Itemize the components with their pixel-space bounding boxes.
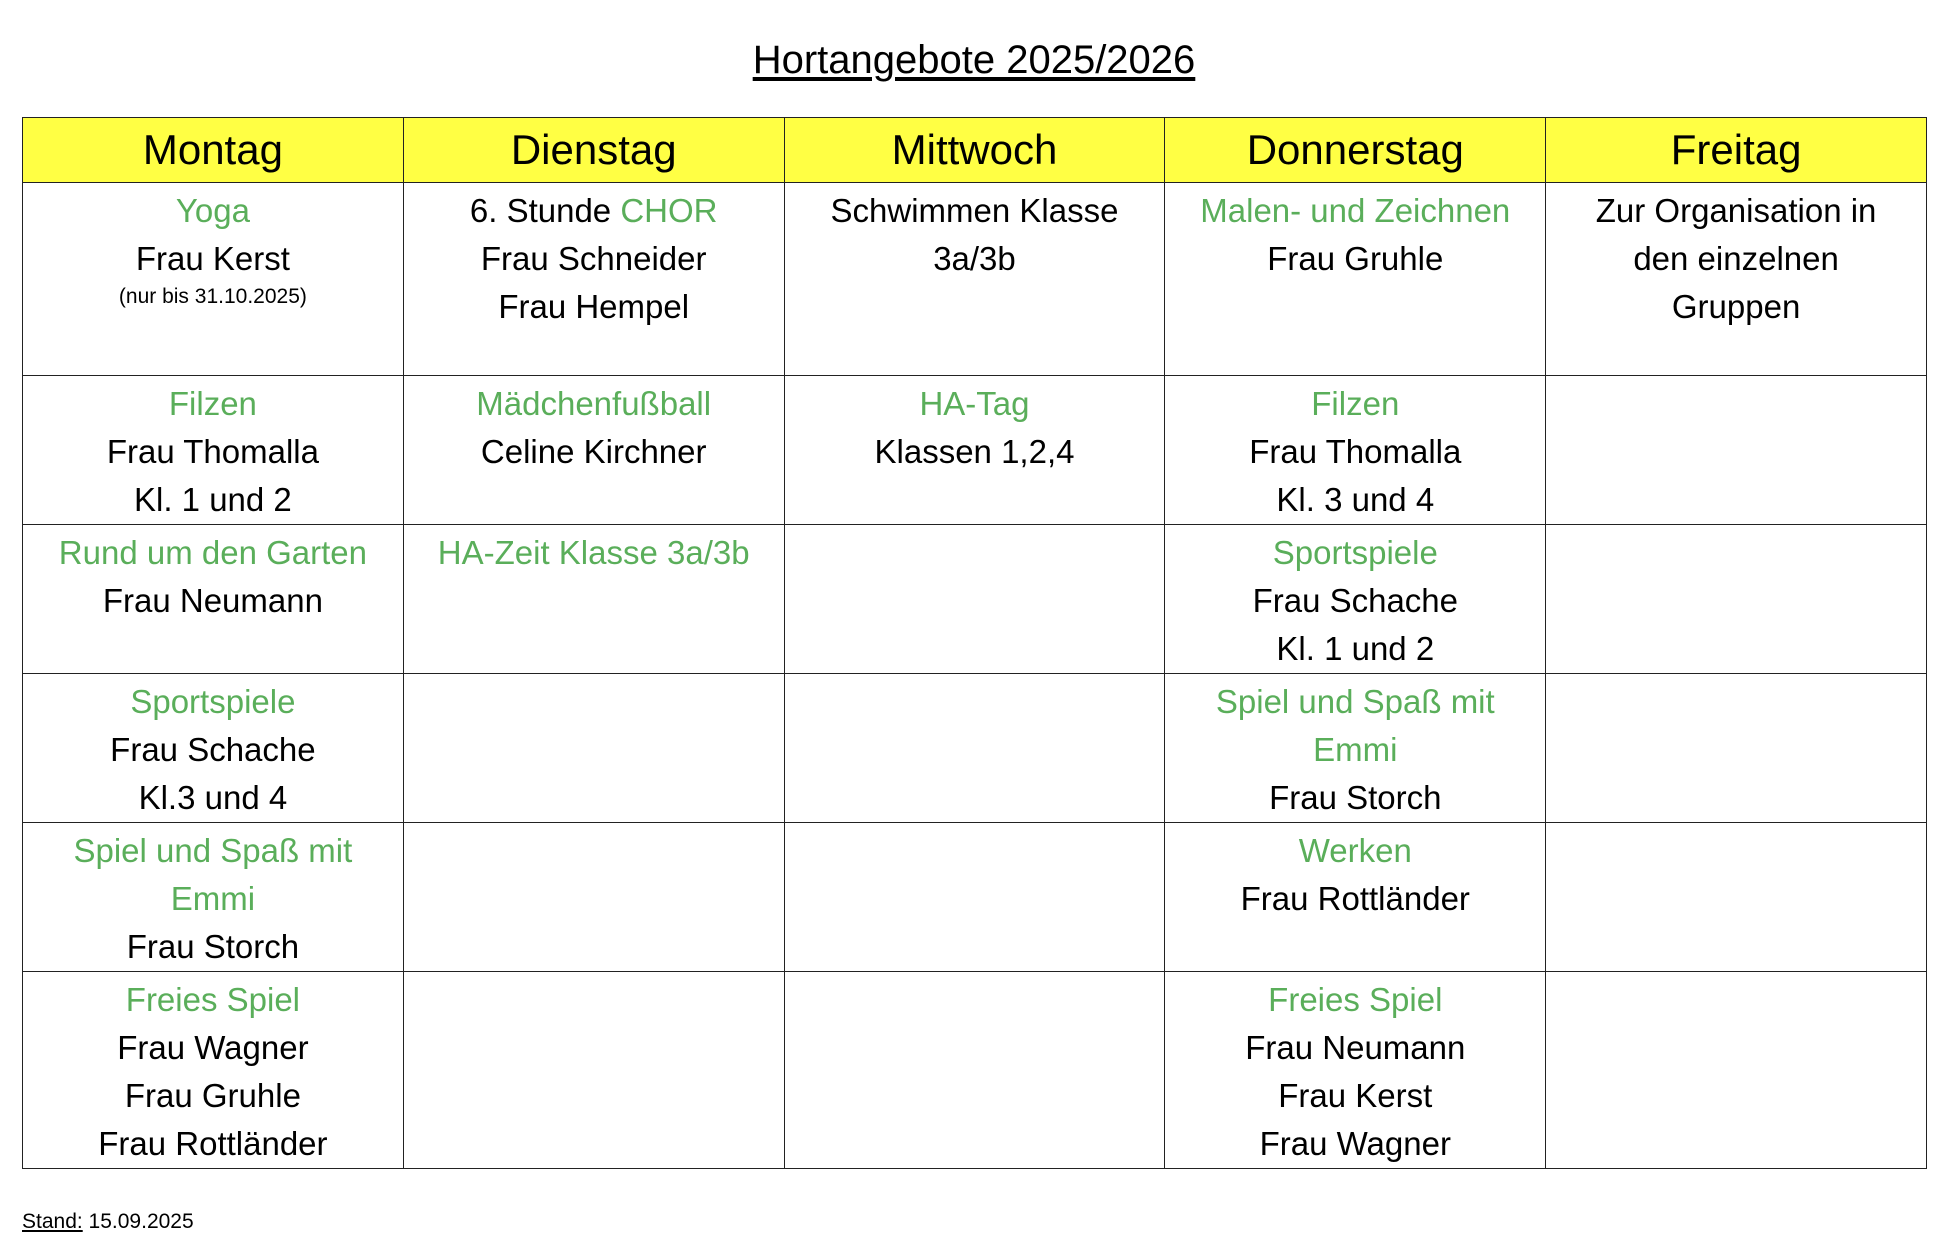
cell-line: Kl.3 und 4 (138, 779, 288, 816)
schedule-cell (23, 674, 404, 823)
cell-line: Sportspiele (1272, 534, 1438, 571)
cell-line: Frau Thomalla (106, 433, 319, 470)
day-header-mittwoch: Mittwoch (784, 118, 1165, 183)
schedule-cell (403, 525, 784, 674)
schedule-cell (23, 183, 404, 376)
cell-line: Frau Neumann (102, 582, 323, 619)
cell-line: Frau Thomalla (1249, 433, 1462, 470)
schedule-cell (23, 525, 404, 674)
footer-label: Stand: (22, 1210, 83, 1233)
cell-line: Schwimmen Klasse (830, 192, 1119, 229)
cell-line: Frau Kerst (135, 240, 290, 277)
cell-line: Frau Schache (110, 731, 316, 768)
cell-line: Frau Hempel (498, 288, 690, 325)
table-row (23, 376, 1927, 525)
schedule-cell (784, 674, 1165, 823)
schedule-cell (1546, 823, 1927, 972)
cell-line: Kl. 1 und 2 (1276, 630, 1435, 667)
cell-line: Yoga (175, 192, 250, 229)
day-header-donnerstag: Donnerstag (1165, 118, 1546, 183)
schedule-cell (23, 972, 404, 1169)
cell-line: HA-Zeit Klasse 3a/3b (437, 534, 750, 571)
schedule-cell (784, 525, 1165, 674)
day-header-freitag: Freitag (1546, 118, 1927, 183)
schedule-cell (23, 376, 404, 525)
cell-line: Gruppen (1671, 288, 1801, 325)
cell-line: Zur Organisation in (1595, 192, 1877, 229)
cell-line: den einzelnen (1633, 240, 1839, 277)
cell-line: Frau Schneider (480, 240, 707, 277)
schedule-cell (784, 183, 1165, 376)
cell-line: HA-Tag (919, 385, 1030, 422)
cell-line: Frau Rottländer (98, 1125, 328, 1162)
schedule-cell (403, 823, 784, 972)
schedule-cell (784, 972, 1165, 1169)
cell-line: Frau Neumann (1245, 1029, 1466, 1066)
cell-line: Freies Spiel (1268, 981, 1443, 1018)
table-row (23, 823, 1927, 972)
cell-line: Filzen (1311, 385, 1400, 422)
table-row (23, 972, 1927, 1169)
cell-line: Sportspiele (130, 683, 296, 720)
footer (22, 1210, 194, 1234)
table-row (23, 674, 1927, 823)
cell-line: Kl. 1 und 2 (134, 481, 292, 518)
schedule-cell (784, 376, 1165, 525)
cell-line: Filzen (168, 385, 257, 422)
schedule-cell (1165, 525, 1546, 674)
cell-note: (nur bis 31.10.2025) (118, 285, 307, 308)
cell-line-part: CHOR (620, 192, 718, 229)
cell-line: Spiel und Spaß mit (1215, 683, 1495, 720)
cell-line: Klassen 1,2,4 (874, 433, 1075, 470)
schedule-cell (1546, 183, 1927, 376)
schedule-cell (1546, 376, 1927, 525)
schedule-body (23, 183, 1927, 1169)
schedule-cell (403, 972, 784, 1169)
cell-line: Emmi (170, 880, 256, 917)
schedule-cell (1165, 674, 1546, 823)
schedule-cell (1165, 972, 1546, 1169)
cell-line: Frau Wagner (117, 1029, 309, 1066)
header-row (23, 118, 1927, 183)
table-row (23, 183, 1927, 376)
cell-line: Mädchenfußball (476, 385, 712, 422)
cell-line-part: 6. Stunde (469, 192, 621, 229)
schedule-cell (1165, 823, 1546, 972)
schedule-cell (403, 674, 784, 823)
cell-line: 3a/3b (933, 240, 1016, 277)
schedule-cell (403, 376, 784, 525)
cell-line: Emmi (1313, 731, 1398, 768)
cell-line: Frau Rottländer (1240, 880, 1470, 917)
schedule-cell (1546, 525, 1927, 674)
cell-line: Celine Kirchner (480, 433, 707, 470)
schedule-cell (403, 183, 784, 376)
table-row (23, 525, 1927, 674)
cell-line: Frau Gruhle (124, 1077, 301, 1114)
cell-line: Frau Gruhle (1267, 240, 1444, 277)
cell-line: Frau Storch (126, 928, 300, 965)
cell-line: Frau Schache (1252, 582, 1459, 619)
cell-line: Spiel und Spaß mit (73, 832, 353, 869)
footer-date: 15.09.2025 (82, 1210, 194, 1233)
schedule-cell (1546, 674, 1927, 823)
day-header-dienstag: Dienstag (403, 118, 784, 183)
cell-line: Werken (1298, 832, 1412, 869)
cell-line: Frau Kerst (1278, 1077, 1433, 1114)
cell-line (404, 187, 784, 235)
schedule-cell (1546, 972, 1927, 1169)
schedule-cell (23, 823, 404, 972)
cell-line: Kl. 3 und 4 (1276, 481, 1435, 518)
cell-line: Rund um den Garten (58, 534, 367, 571)
schedule-table (22, 117, 1927, 1169)
day-header-montag: Montag (23, 118, 404, 183)
cell-line: Frau Storch (1269, 779, 1442, 816)
page-title: Hortangebote 2025/2026 (752, 38, 1196, 82)
cell-line: Malen- und Zeichnen (1200, 192, 1511, 229)
schedule-cell (1165, 183, 1546, 376)
cell-line: Freies Spiel (125, 981, 301, 1018)
schedule-cell (784, 823, 1165, 972)
cell-line: Frau Wagner (1259, 1125, 1451, 1162)
schedule-cell (1165, 376, 1546, 525)
